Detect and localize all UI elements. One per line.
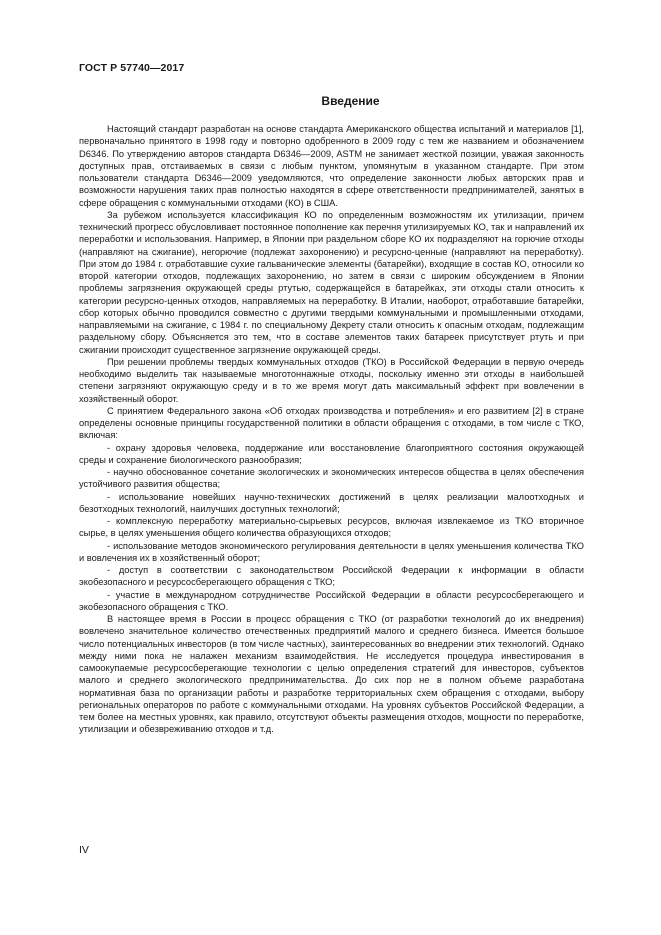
list-item-information: - доступ в соответствии с законодательством Российской Федерации к информации в области экобезопасного и ресурсосберегающего обращения с ТКО; [79,565,584,588]
paragraph-current-state: В настоящее время в России в процесс обращения с ТКО (от разработки технологий до их внедрения) вовлечено значительное количество отечественных предприятий малого и среднего бизнеса. Имеется большое число потенциальных инвесторов (в том числе частных), заинтересованных во внедрении этих технологий. Однако между ними пока не налажен механизм взаимодействия. Не исследуется процедура инвестирования в самоокупаемые ресурсосберегающие технологии с целью определения стратегий для инвесторов, субъектов малого и среднего экологического предпринимательства. До сих пор не в полном объеме разработана нормативная база по организации работы и разработке территориальных схем обращения с отходами, выбору региональных операторов по работе с коммунальными отходами. На уровнях субъектов Российской Федерации, а тем более на местных уровнях, как правило, отсутствуют объекты размещения отходов, мощности по переработке, утилизации и обезвреживанию отходов и т.д. [79,614,584,735]
list-item-cooperation: - участие в международном сотрудничестве Российской Федерации в области ресурсосберегающего и экобезопасного обращения с ТКО. [79,589,584,612]
list-item-technologies: - использование новейших научно-технических достижений в целях реализации малоотходных и безотходных технологий, наилучших доступных технологий; [79,491,584,514]
list-item-health: - охрану здоровья человека, поддержание или восстановление благоприятного состояния окружающей среды и сохранение биологического разнообразия; [79,442,584,465]
section-title [0,94,661,108]
paragraph-intro: Настоящий стандарт разработан на основе стандарта Американского общества испытаний и материалов [1], первоначально принятого в 1998 году и повторно одобренного в 2009 году с тем же названием и обозначением D6346. По утверждению авторов стандарта D6346—2009, ASTM не занимает жесткой позиции, уважая законность доступных прав, отстаиваемых в связи с любым пунктом, упомянутым в указанном стандарте. При этом пользователи стандарта D6346—2009 уведомляются, что определение законности любых авторских прав и возможности нарушения таких прав полностью находятся в сфере ответственности предпринимателей, занятых в сфере обращения с коммунальными отходами (КО) в США. [79,124,584,208]
list-item-processing: - комплексную переработку материально-сырьевых ресурсов, включая извлекаемое из ТКО вторичное сырье, в целях уменьшения общего количества образующихся отходов; [79,516,584,539]
page-number: IV [79,844,89,856]
list-item-economic: - использование методов экономического регулирования деятельности в целях уменьшения количества ТКО и вовлечения их в хозяйственный оборот; [79,540,584,563]
standard-code-header: ГОСТ Р 57740—2017 [79,62,185,74]
document-body [79,123,584,736]
paragraph-classification: За рубежом используется классификация КО по определенным возможностям их утилизации, причем технический прогресс обусловливает постоянное пополнение как перечня утилизируемых КО, так и направлений их переработки и использования. Например, в Японии при раздельном сборе КО их подразделяют на горючие отходы (направляют на сжигание), негорючие (подлежат захоронению) и ресурсно-ценные (направляют на переработку). При этом до 1984 г. отработавшие сухие гальванические элементы (батарейки), входящие в состав КО, относили ко второй категории отходов, подлежащих захоронению, но затем в связи с широким обсуждением в Японии проблемы загрязнения окружающей среды ртутью, содержащейся в батарейках, эти отходы стали относить к категории ресурсно-ценных отходов, направляемых на переработку. В Италии, наоборот, отработавшие батарейки, сбор которых обычно проводился совместно с другими твердыми коммунальными и промышленными отходами, направляемыми на сжигание, с 1984 г. по специальному Декрету стали относить к опасным отходам, подлежащим раздельному сбору. Объясняется это тем, что в составе элементов таких батареек присутствует ртуть и при сжигании происходит существенное загрязнение окружающей среды. [79,209,584,355]
paragraph-russia-problem: При решении проблемы твердых коммунальных отходов (ТКО) в Российской Федерации в первую очередь необходимо выделить так называемые многотоннажные отходы, поскольку именно эти отходы в наибольшей степени загрязняют окружающую среду и в то же время могут дать максимальный эффект при вовлечении в хозяйственный оборот. [79,356,584,404]
section-title-text: Введение [321,94,380,108]
list-item-interests: - научно обоснованное сочетание экологических и экономических интересов общества в целях обеспечения устойчивого развития общества; [79,467,584,490]
paragraph-federal-law: С принятием Федерального закона «Об отходах производства и потребления» и его развитием [2] в стране определены основные принципы государственной политики в области обращения с отходами, в том числе с ТКО, включая: [79,405,584,441]
